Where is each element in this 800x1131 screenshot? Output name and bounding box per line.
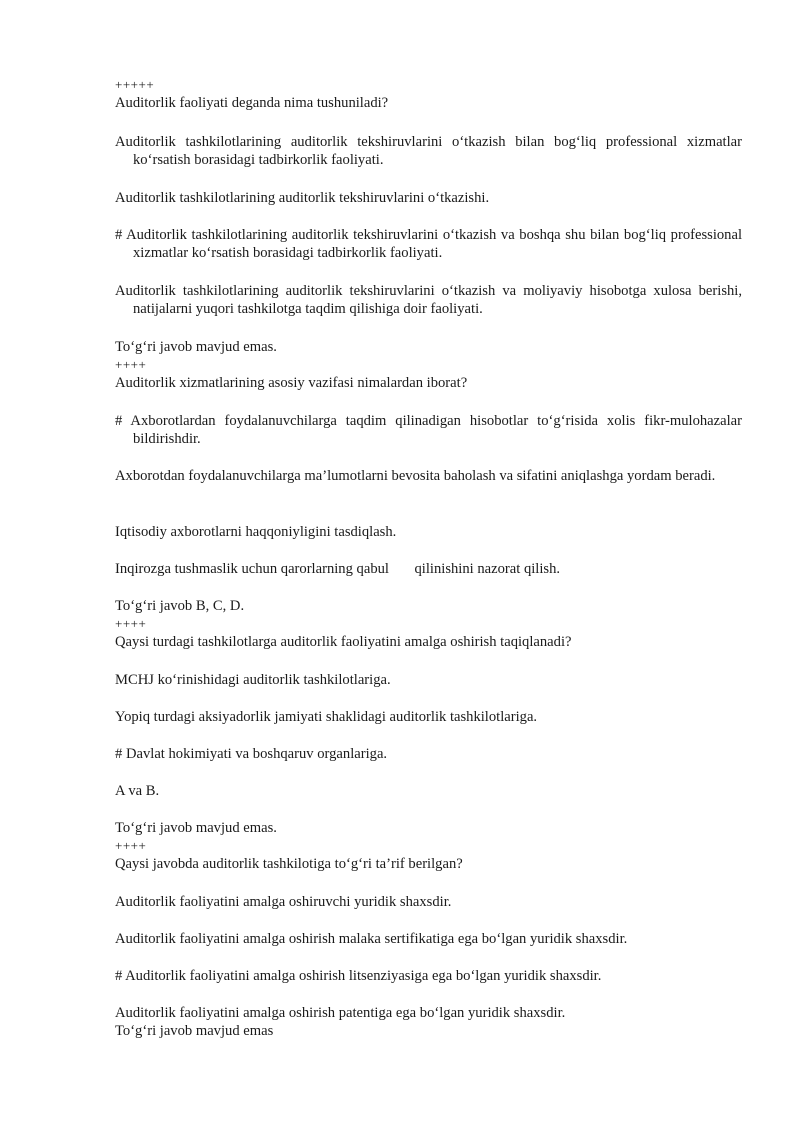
answer-option: MCHJ koʻrinishidagi auditorlik tashkilotlariga. <box>115 672 391 688</box>
answer-option: Auditorlik tashkilotlarining auditorlik tekshiruvlarini oʻtkazish bilan bogʻliq professional xizmatlar koʻrsatish borasidagi tadbirkorlik faoliyati. <box>115 134 742 169</box>
answer-option: Auditorlik faoliyatini amalga oshirish malaka sertifikatiga ega boʻlgan yuridik shaxsdir. <box>115 931 628 947</box>
question-text: Qaysi javobda auditorlik tashkilotiga toʻgʻri ta’rif berilgan? <box>115 856 463 872</box>
question-text: Auditorlik faoliyati deganda nima tushuniladi? <box>115 95 389 111</box>
answer-option: Auditorlik tashkilotlarining auditorlik tekshiruvlarini oʻtkazishi. <box>115 190 490 206</box>
question-separator: +++++ <box>115 77 155 92</box>
answer-option: Axborotdan foydalanuvchilarga ma’lumotlarni bevosita baholash va sifatini aniqlashga yordam beradi. <box>115 468 716 484</box>
question-separator: ++++ <box>115 616 147 631</box>
question-text: Qaysi turdagi tashkilotlarga auditorlik faoliyatini amalga oshirish taqiqlanadi? <box>115 634 572 650</box>
answer-option-correct: # Auditorlik tashkilotlarining auditorlik tekshiruvlarini oʻtkazish va boshqa shu bilan bogʻliq professional xizmatlar koʻrsatish borasidagi tadbirkorlik faoliyati. <box>115 227 742 262</box>
answer-option: Inqirozga tushmaslik uchun qarorlarning qabul qilinishini nazorat qilish. <box>115 561 561 577</box>
question-separator: ++++ <box>115 838 147 853</box>
question-separator: ++++ <box>115 357 147 372</box>
answer-option: Auditorlik faoliyatini amalga oshiruvchi yuridik shaxsdir. <box>115 894 452 910</box>
answer-option: Toʻgʻri javob B, C, D. <box>115 598 245 614</box>
question-text: Auditorlik xizmatlarining asosiy vazifasi nimalardan iborat? <box>115 375 468 391</box>
answer-option: Toʻgʻri javob mavjud emas. <box>115 339 277 355</box>
answer-option: Yopiq turdagi aksiyadorlik jamiyati shaklidagi auditorlik tashkilotlariga. <box>115 709 538 725</box>
answer-option-correct: # Axborotlardan foydalanuvchilarga taqdim qilinadigan hisobotlar toʻgʻrisida xolis fikr-mulohazalar bildirishdir. <box>115 413 742 448</box>
answer-option: Iqtisodiy axborotlarni haqqoniyligini tasdiqlash. <box>115 524 397 540</box>
answer-option: Auditorlik tashkilotlarining auditorlik tekshiruvlarini oʻtkazish va moliyaviy hisobotga xulosa berishi, natijalarni yuqori tashkilotga taqdim qilishiga doir faoliyati. <box>115 283 742 318</box>
answer-option-correct: # Auditorlik faoliyatini amalga oshirish litsenziyasiga ega boʻlgan yuridik shaxsdir. <box>115 968 602 984</box>
answer-option: A va B. <box>115 783 160 799</box>
answer-option-correct: # Davlat hokimiyati va boshqaruv organlariga. <box>115 746 388 762</box>
answer-option: Toʻgʻri javob mavjud emas. <box>115 820 277 836</box>
answer-option: Auditorlik faoliyatini amalga oshirish patentiga ega boʻlgan yuridik shaxsdir. <box>115 1005 566 1021</box>
answer-option: Toʻgʻri javob mavjud emas <box>115 1023 274 1039</box>
